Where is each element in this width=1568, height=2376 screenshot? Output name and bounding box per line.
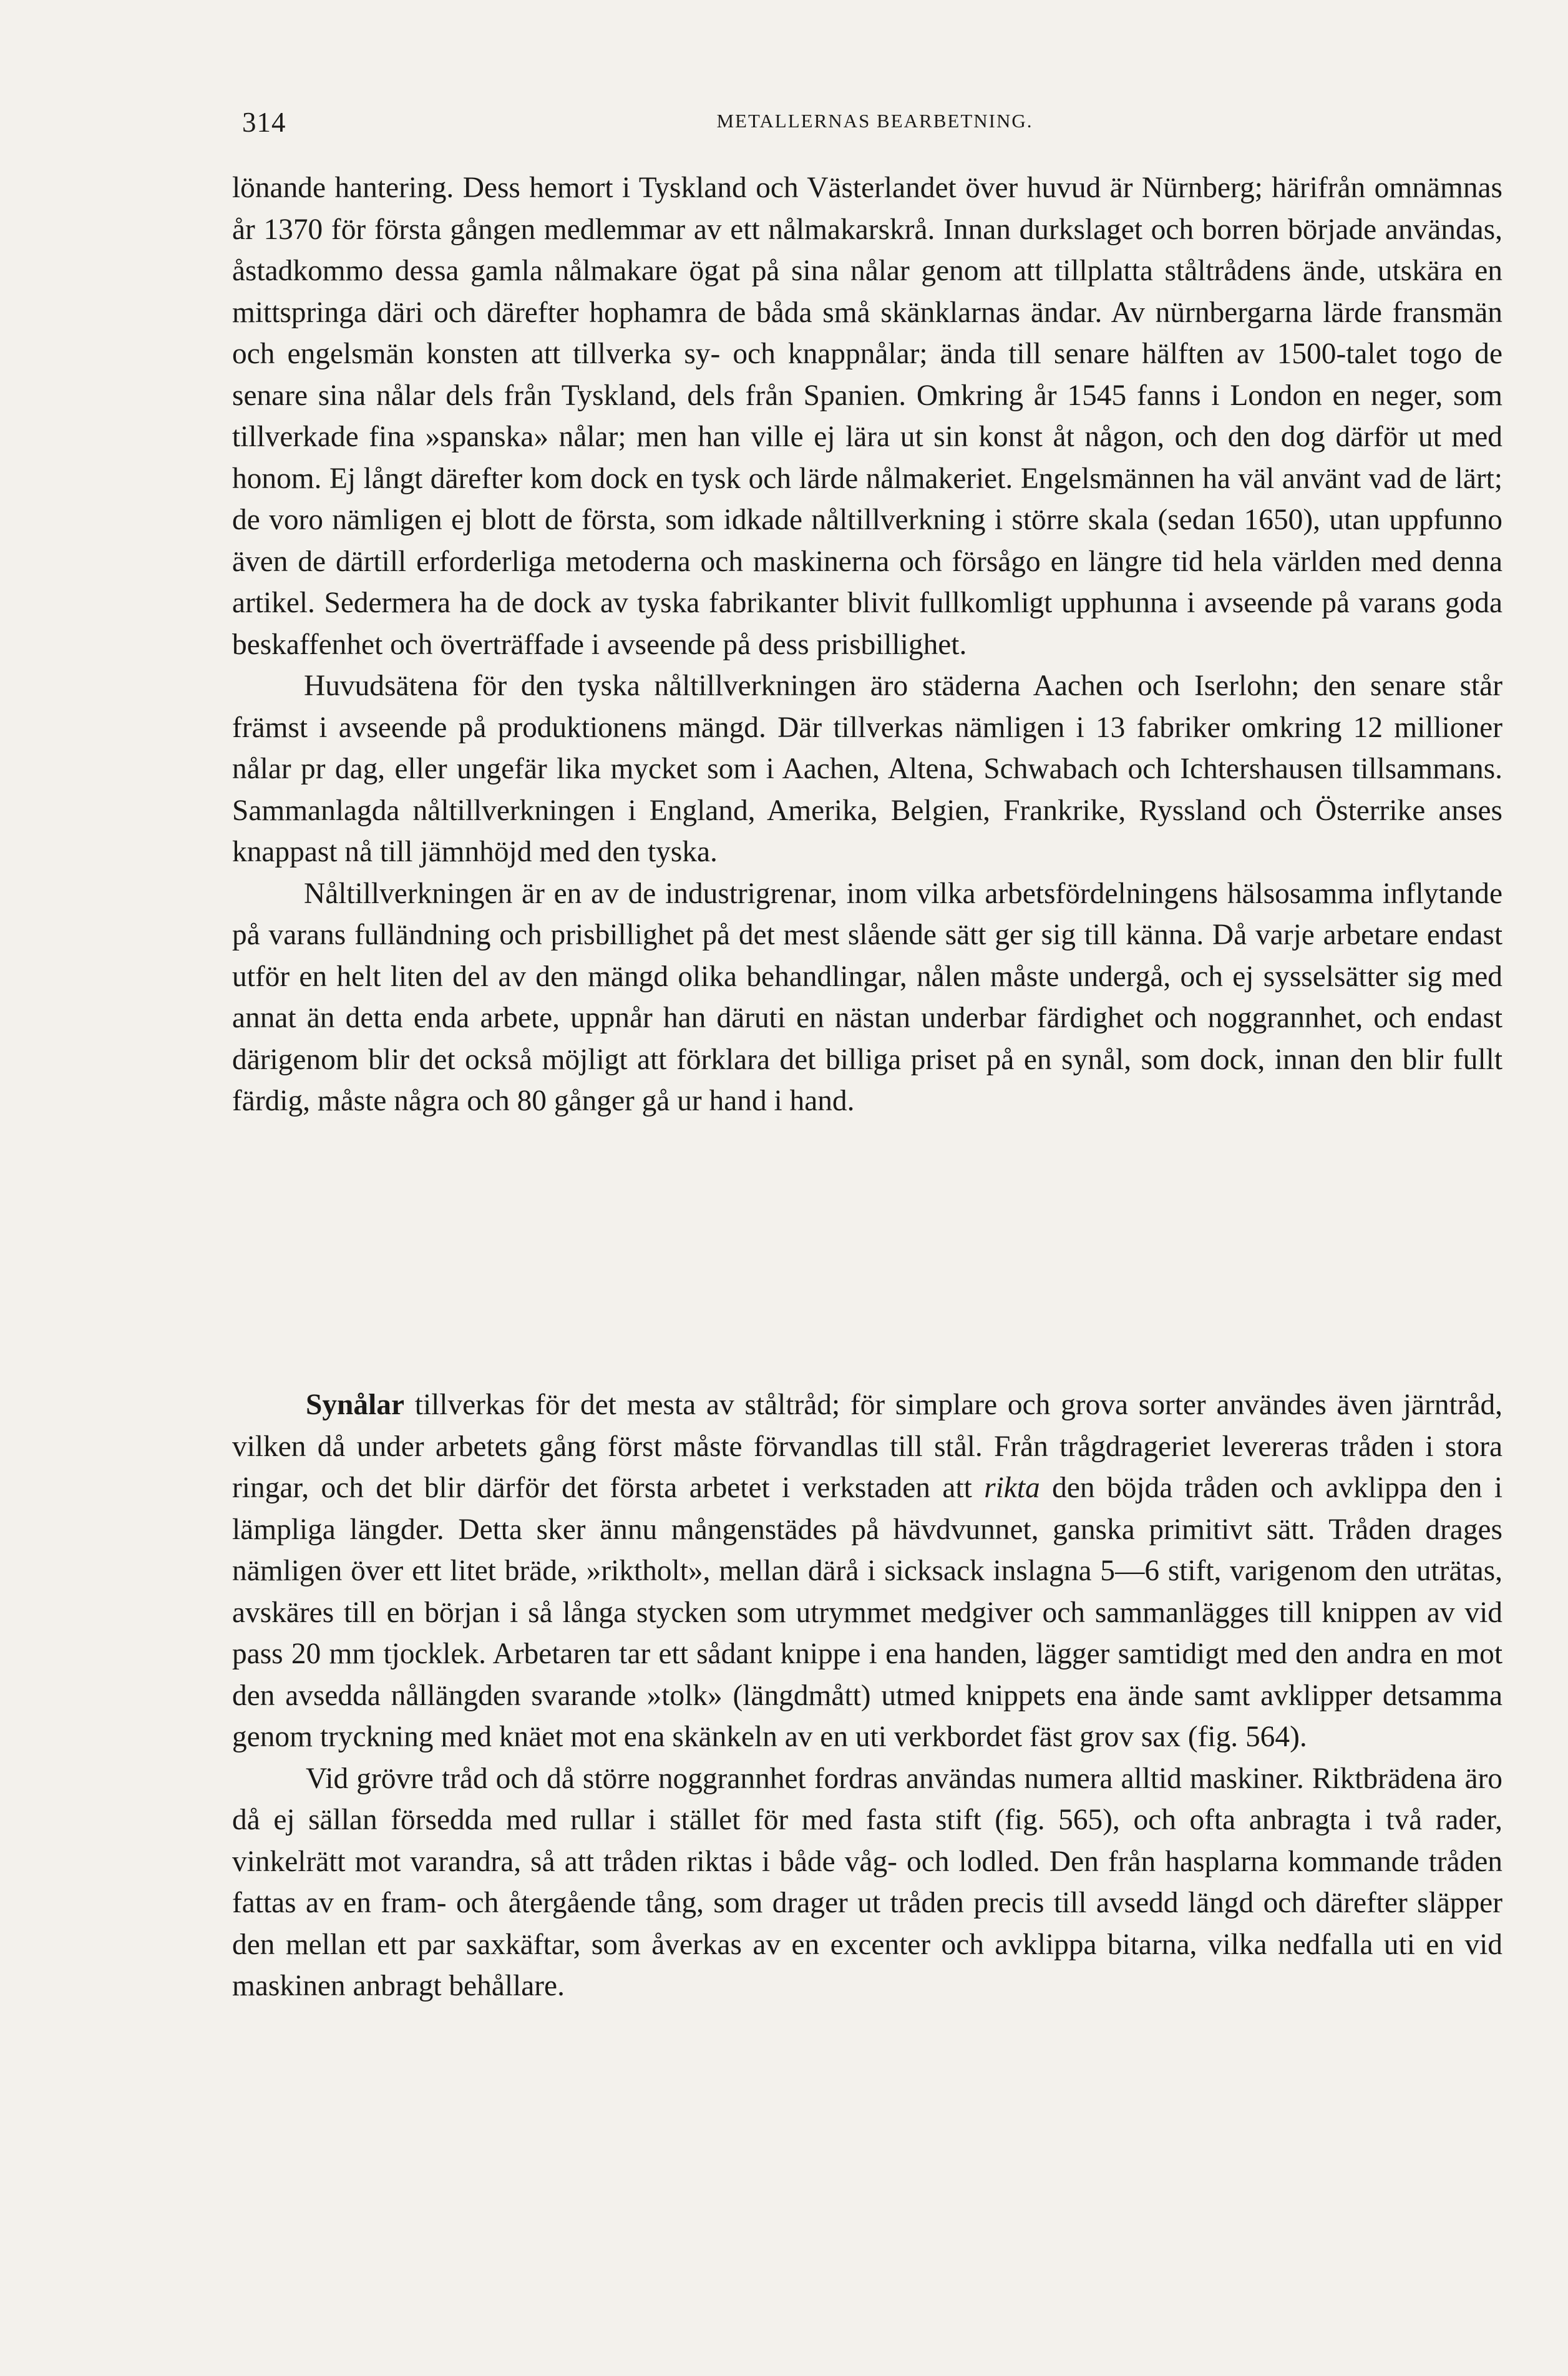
paragraph-synalar-part1: tillverkas för det mesta av ståltråd; för simplare och grova sorter användes även järntråd, vilken då under arbetets gång först måste förvandlas till stål. Från trågdrageriet levereras tråden i stora ringar, och det blir därför det första arbetet i verkstaden att	[232, 1389, 1502, 1504]
running-head: METALLERNAS BEARBETNING.	[716, 110, 1033, 132]
paragraph-synalar-part2: den böjda tråden och avklippa den i lämpliga längder. Detta sker ännu mångenstädes på hävdvunnet, ganska primitivt sätt. Tråden drages nämligen över ett litet bräde, »riktholt», mellan därå i sicksack inslagna 5—6 stift, varigenom den uträtas, avskäres till en början i så långa stycken som utrymmet medgiver och sammanlägges till knippen av vid pass 20 mm tjocklek. Arbetaren tar ett sådant knippe i ena handen, lägger samtidigt med den andra en mot den avsedda nållängden svarande »tolk» (längdmått) utmed knippets ena ände samt avklipper detsamma genom tryckning med knäet mot ena skänkeln av en uti verkbordet fäst grov sax (fig. 564).	[232, 1472, 1502, 1753]
section-synalar	[232, 1384, 1502, 2007]
italic-term: rikta	[984, 1472, 1040, 1504]
paragraph-synalar	[232, 1384, 1502, 1758]
lead-term: Synålar	[306, 1389, 404, 1421]
paragraph-history: lönande hantering. Dess hemort i Tyskland och Västerlandet över huvud är Nürnberg; härifrån omnämnas år 1370 för första gången medlemmar av ett nålmakarskrå. Innan durkslaget och borren började användas, åstadkommo dessa gamla nålmakare ögat på sina nålar genom att tillplatta ståltrådens ände, utskära en mittspringa däri och därefter hophamra de båda små skänklarnas ändar. Av nürnbergarna lärde fransmän och engelsmän konsten att tillverka sy- och knappnålar; ända till senare hälften av 1500-talet togo de senare sina nålar dels från Tyskland, dels från Spanien. Omkring år 1545 fanns i London en neger, som tillverkade fina »spanska» nålar; men han ville ej lära ut sin konst åt någon, och den dog därför ut med honom. Ej långt därefter kom dock en tysk och lärde nålmakeriet. Engelsmännen ha väl använt vad de lärt; de voro nämligen ej blott de första, som idkade nåltillverkning i större skala (sedan 1650), utan uppfunno även de därtill erforderliga metoderna och maskinerna och försågo en längre tid hela världen med denna artikel. Sedermera ha de dock av tyska fabrikanter blivit fullkomligt upphunna i avseende på varans goda beskaffenhet och överträffade i avseende på dess prisbillighet.	[232, 172, 1502, 661]
paragraph-division-of-labor: Nåltillverkningen är en av de industrigrenar, inom vilka arbetsfördelningens hälsosamma inflytande på varans fulländning och prisbillighet på det mest slående sätt ger sig till känna. Då varje arbetare endast utför en helt liten del av den mängd olika behandlingar, nålen måste undergå, och ej sysselsätter sig med annat än detta enda arbete, uppnår han däruti en nästan underbar färdighet och noggrannhet, och endast därigenom blir det också möjligt att förklara det billiga priset på en synål, som dock, innan den blir fullt färdig, måste några och 80 gånger gå ur hand i hand.	[232, 877, 1502, 1117]
page-number: 314	[242, 107, 286, 138]
paragraph-german-production: Huvudsätena för den tyska nåltillverkningen äro städerna Aachen och Iserlohn; den senare står främst i avseende på produktionens mängd. Där tillverkas nämligen i 13 fabriker omkring 12 millioner nålar pr dag, eller ungefär lika mycket som i Aachen, Altena, Schwabach och Ichtershausen tillsammans. Sammanlagda nåltillverkningen i England, Amerika, Belgien, Frankrike, Ryssland och Österrike anses knappast nå till jämnhöjd med den tyska.	[232, 670, 1502, 868]
paragraph-machines: Vid grövre tråd och då större noggrannhet fordras användas numera alltid maskiner. Riktbrädena äro då ej sällan försedda med rullar i stället för med fasta stift (fig. 565), och ofta anbragta i två rader, vinkelrätt mot varandra, så att tråden riktas i både våg- och lodled. Den från hasplarna kommande tråden fattas av en fram- och återgående tång, som drager ut tråden precis till avsedd längd och därefter släpper den mellan ett par saxkäftar, som åverkas av en excenter och avklippa bitarna, vilka nedfalla uti en vid maskinen anbragt behållare.	[232, 1762, 1502, 2002]
main-text	[232, 167, 1502, 1122]
page-header	[242, 106, 1507, 144]
